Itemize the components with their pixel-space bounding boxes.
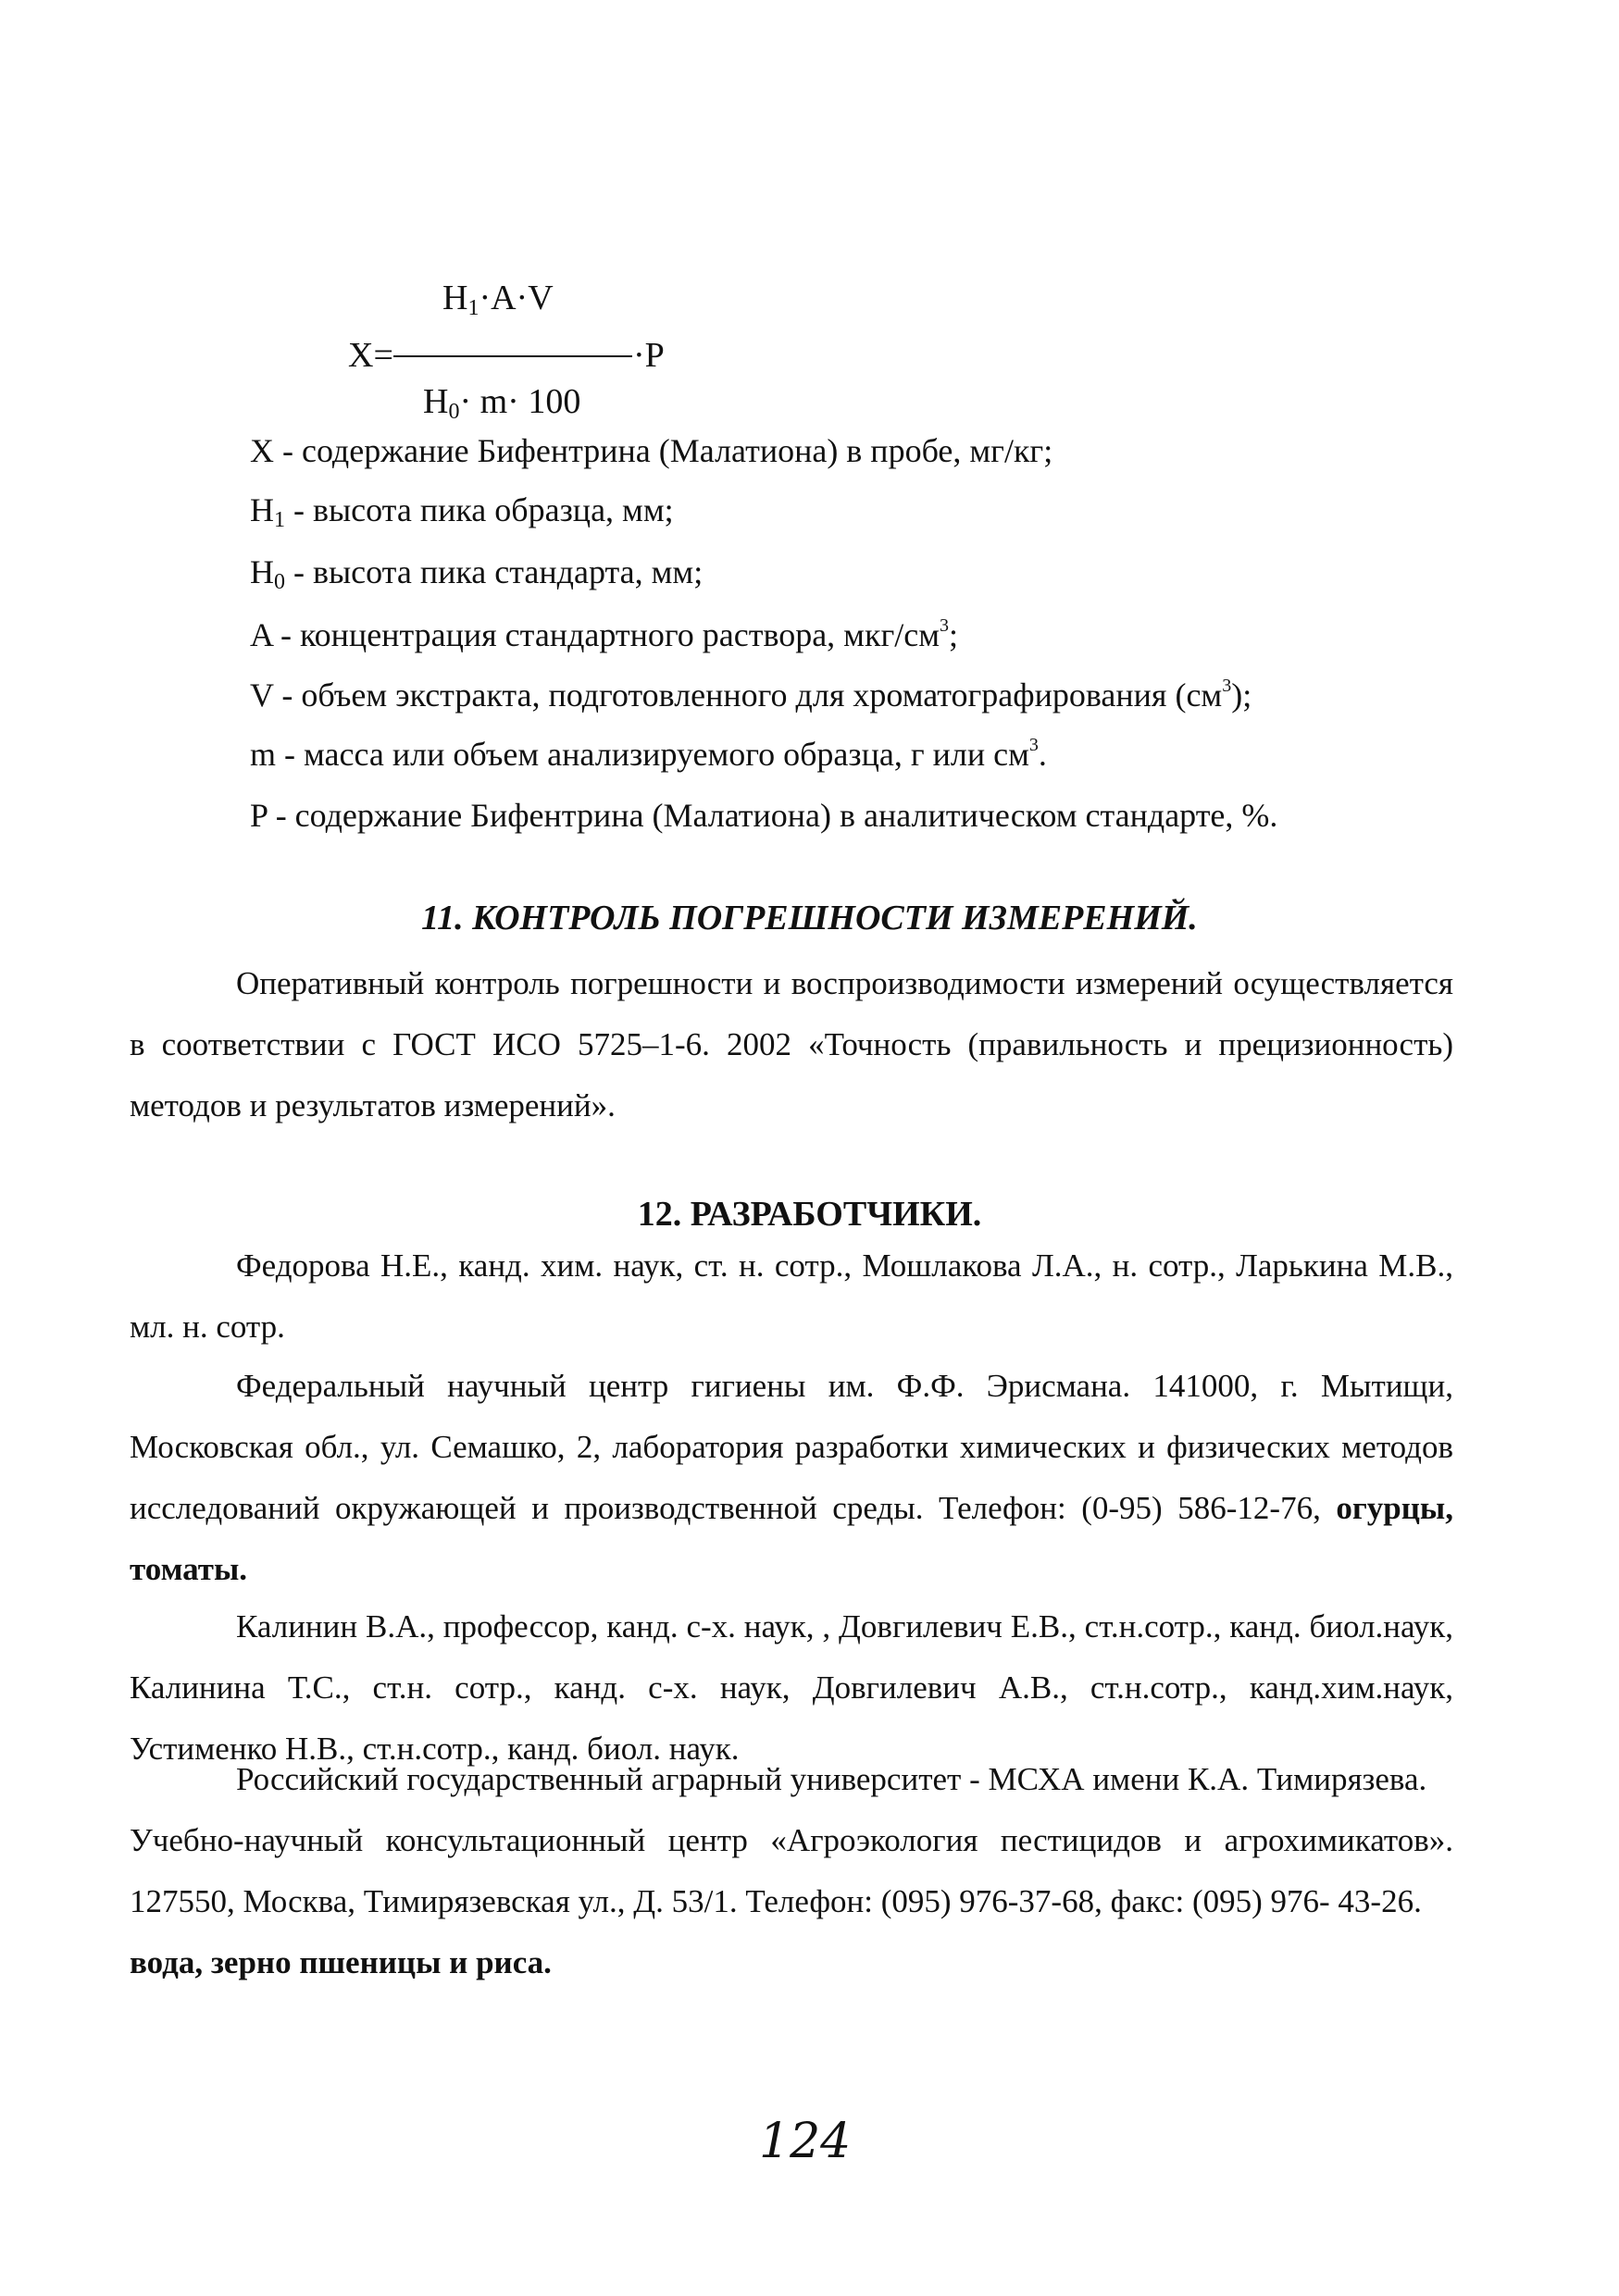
developers-paragraph-4-line-1: Российский государственный аграрный университет - МСХА имени К.А. Тимирязева. xyxy=(236,1761,1427,1797)
developers-paragraph-3: Калинин В.А., профессор, канд. с-х. наук, , Довгилевич Е.В., ст.н.сотр., канд. биол.наук, Калинина Т.С., ст.н. сотр., канд. с-х. наук, Довгилевич А.В., ст.н.сотр., канд.хим.наук, Устименко Н.В., ст.н.сотр., канд. биол. наук. xyxy=(130,1608,1453,1767)
definition-x: X - содержание Бифентрина (Малатиона) в пробе, мг/кг; xyxy=(250,432,1053,469)
developers-paragraph-4-body: Учебно-научный консультационный центр «Агроэкология пестицидов и агрохимикатов». 127550, Москва, Тимирязевская ул., Д. 53/1. Телефон: (095) 976-37-68, факс: (095) 976- 43-26. xyxy=(130,1822,1453,1919)
definition-p: P - содержание Бифентрина (Малатиона) в аналитическом стандарте, %. xyxy=(250,797,1278,834)
formula-denominator: $H_0\cdot m\cdot 100$ xyxy=(423,382,581,424)
formula-rhs: ·P xyxy=(633,336,665,375)
developers-paragraph-4-products: вода, зерно пшеницы и риса. xyxy=(130,1944,552,1980)
section-11-paragraph: Оперативный контроль погрешности и воспроизводимости измерений осуществляется в соответствии с ГОСТ ИСО 5725–1-6. 2002 «Точность (правильность и прецизионность) методов и результатов измерений». xyxy=(130,965,1453,1123)
definition-h0: $H_0$ - высота пика стандарта, мм; xyxy=(250,553,704,594)
definition-h1: $H_1$ - высота пика образца, мм; xyxy=(250,491,674,532)
definition-m: m - масса или объем анализируемого образца, г или $см^3$. xyxy=(250,735,1047,773)
developers-paragraph-1: Федорова Н.Е., канд. хим. наук, ст. н. сотр., Мошлакова Л.А., н. сотр., Ларькина М.В., мл. н. сотр. xyxy=(130,1247,1453,1345)
definition-a: A - концентрация стандартного раствора, мкг/$см^3$; xyxy=(250,615,958,653)
section-12-heading: 12. РАЗРАБОТЧИКИ. xyxy=(637,1195,982,1234)
page-number: 124 xyxy=(759,2114,852,2169)
definition-v: V - объем экстракта, подготовленного для хроматографирования $(см^3)$; xyxy=(250,676,1252,714)
developers-paragraph-2-products: огурцы, томаты. xyxy=(130,1490,1453,1587)
developers-paragraph-4 xyxy=(130,1749,1453,1993)
formula-numerator: $H_1\cdot A\cdot V$ xyxy=(442,279,554,320)
formula-lhs: X= xyxy=(348,336,393,375)
formula-fraction-bar xyxy=(393,355,632,357)
developers-paragraph-2: Федеральный научный центр гигиены им. Ф.Ф. Эрисмана. 141000, г. Мытищи, Московская обл., ул. Семашко, 2, лаборатория разработки химических и физических методов исследований окружающей и производственной среды. Телефон: (0-95) 586-12-76, огурцы, томаты. xyxy=(130,1368,1453,1587)
section-11-heading: 11. КОНТРОЛЬ ПОГРЕШНОСТИ ИЗМЕРЕНИЙ. xyxy=(421,899,1198,937)
